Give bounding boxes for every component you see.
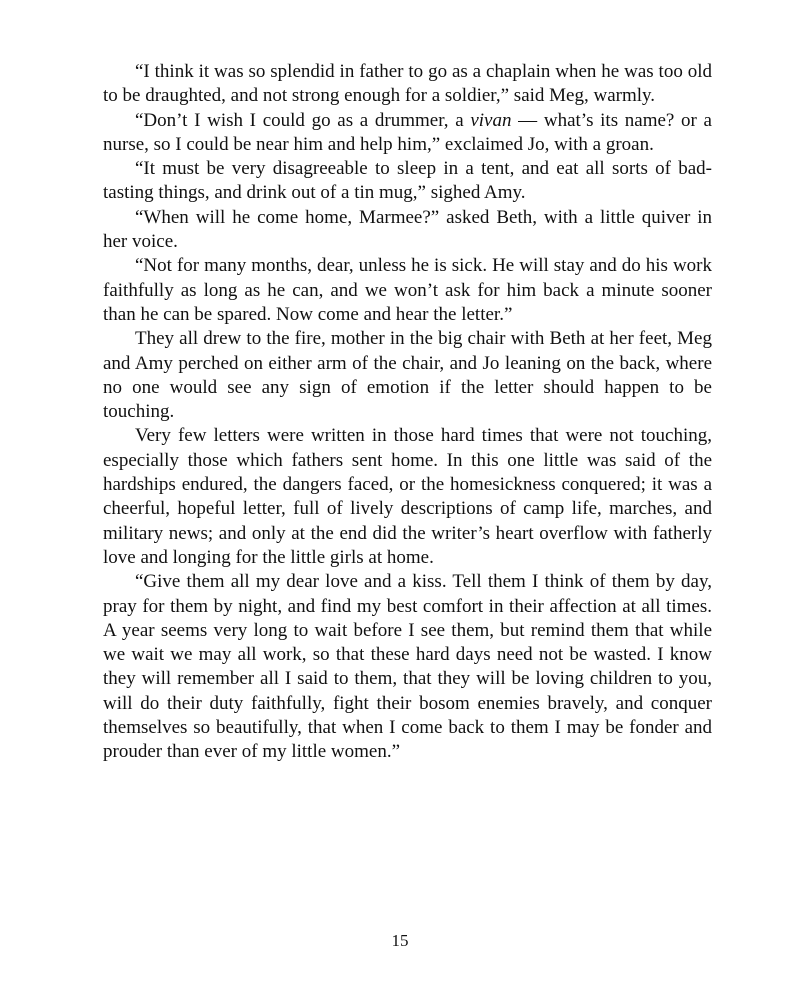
paragraph-5: “Not for many months, dear, unless he is sick. He will stay and do his work faithfully as long as he can, and we won’t ask for him back a minute sooner than he can be spared. Now come and hear the letter.”	[103, 255, 712, 325]
paragraph-2-text-end: — what’s its name? or a nurse, so I could be near him and help him,” exclaimed Jo, with a groan.	[103, 109, 712, 155]
paragraph-1: “I think it was so splendid in father to go as a chaplain when he was too old to be draughted, and not strong enough for a soldier,” said Meg, warmly.	[103, 61, 712, 107]
paragraph-7: Very few letters were written in those hard times that were not touching, especially those which fathers sent home. In this one little was said of the hardships endured, the dangers faced, or the homesickness conquered; it was a cheerful, hopeful letter, full of lively descriptions of camp life, marches, and military news; and only at the end did the writer’s heart overflow with fatherly love and longing for the little girls at home.	[103, 425, 712, 568]
page-body	[103, 60, 712, 765]
paragraph-2-emphasis: vivan	[470, 109, 512, 131]
paragraph-6: They all drew to the fire, mother in the big chair with Beth at her feet, Meg and Amy perched on either arm of the chair, and Jo leaning on the back, where no one would see any sign of emotion if the letter should happen to be touching.	[103, 328, 712, 423]
page-number: 15	[391, 931, 409, 950]
paragraph-8: “Give them all my dear love and a kiss. Tell them I think of them by day, pray for them by night, and find my best comfort in their affection at all times. A year seems very long to wait before I see them, but remind them that while we wait we may all work, so that these hard days need not be wasted. I know they will remember all I said to them, that they will be loving children to you, will do their duty faithfully, fight their bosom enemies bravely, and conquer themselves so beautifully, that when I come back to them I may be fonder and prouder than ever of my little women.”	[103, 571, 712, 763]
paragraph-4: “When will he come home, Marmee?” asked Beth, with a little quiver in her voice.	[103, 206, 712, 253]
paragraph-2	[103, 109, 712, 158]
paragraph-3: “It must be very disagreeable to sleep in a tent, and eat all sorts of bad-tasting things, and drink out of a tin mug,” sighed Amy.	[103, 158, 712, 204]
paragraph-2-text-start: “Don’t I wish I could go as a drummer, a	[135, 109, 471, 131]
